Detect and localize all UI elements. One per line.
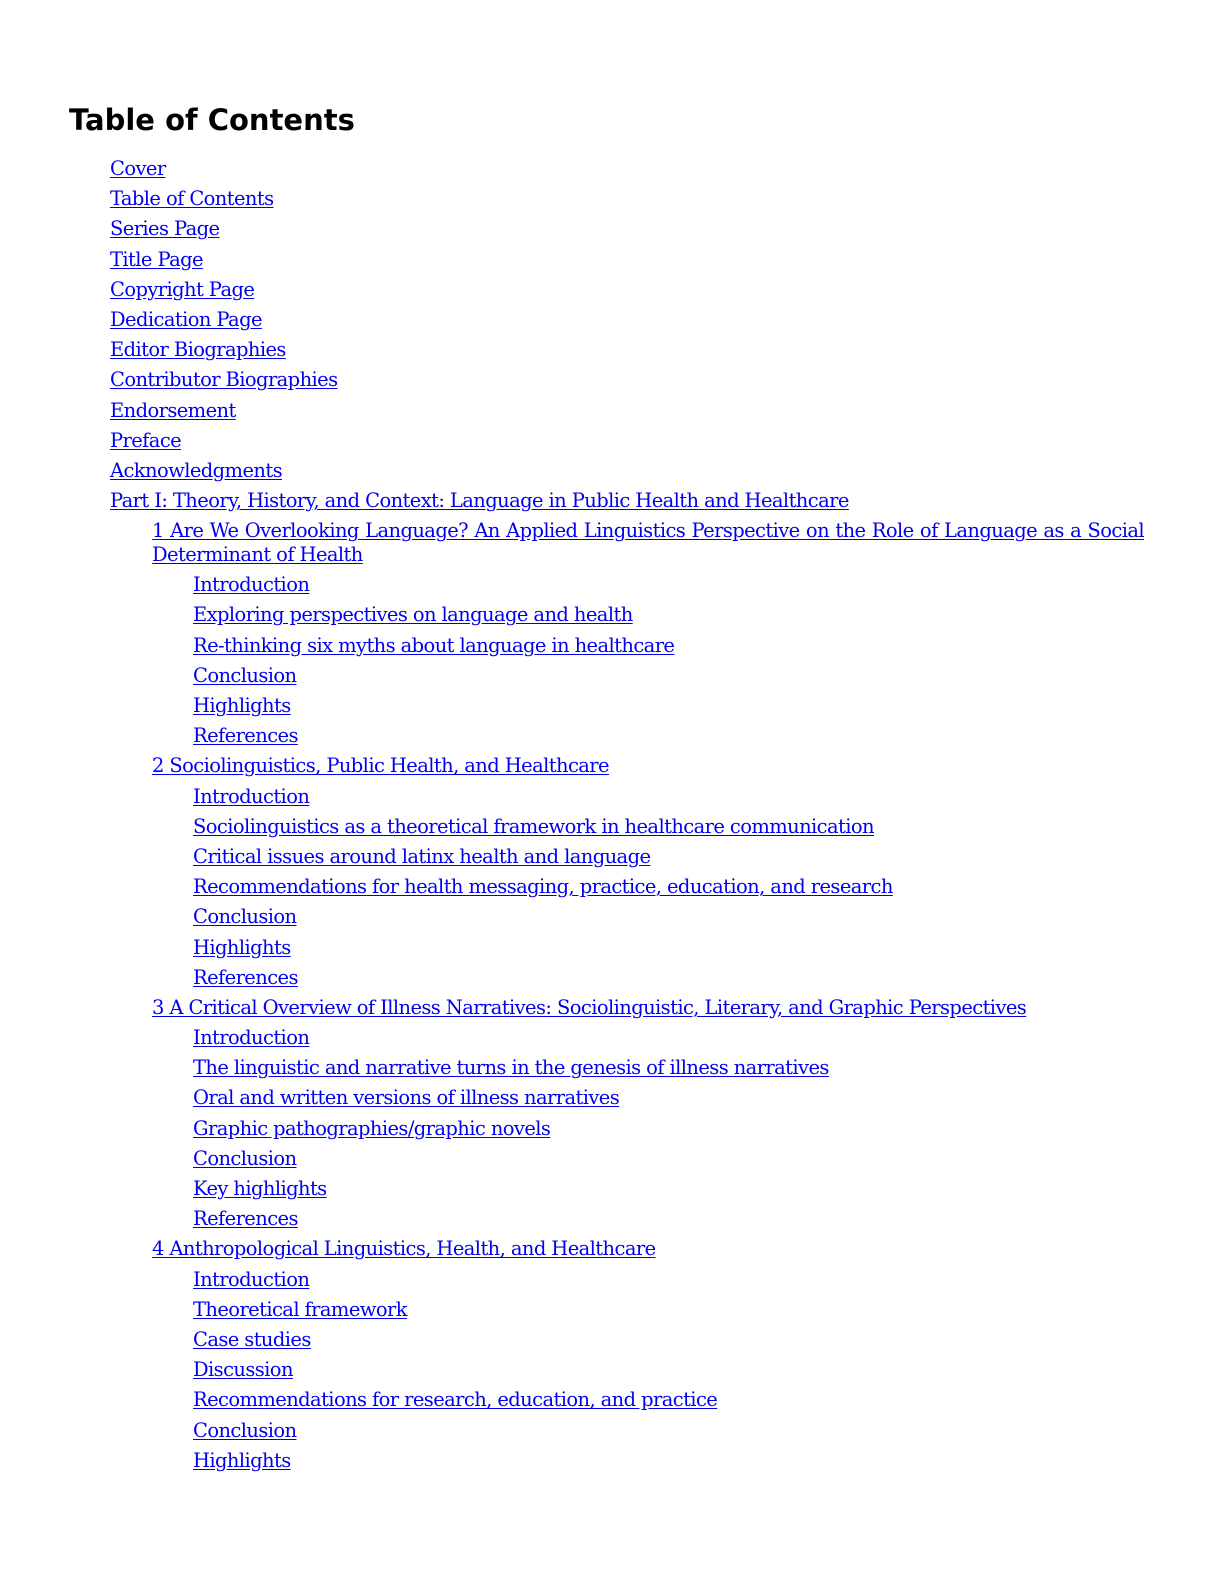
toc-entry <box>0 1147 1224 1177</box>
toc-link[interactable]: References <box>193 1207 298 1231</box>
toc-entry <box>0 489 1224 519</box>
page-title: Table of Contents <box>69 103 355 137</box>
toc-entry <box>0 248 1224 278</box>
toc-link[interactable]: Re-thinking six myths about language in healthcare <box>193 633 675 657</box>
toc-link[interactable]: Key highlights <box>193 1177 327 1200</box>
toc-link[interactable]: Dedication Page <box>110 307 262 331</box>
toc-entry <box>0 459 1224 489</box>
toc-link[interactable]: Conclusion <box>193 1146 297 1170</box>
toc-entry <box>0 1086 1224 1116</box>
toc-link[interactable]: Introduction <box>193 573 310 597</box>
toc-entry <box>0 1026 1224 1056</box>
toc-link[interactable]: Recommendations for research, education, and practice <box>193 1388 718 1412</box>
toc-link[interactable]: Title Page <box>110 247 203 271</box>
toc-link[interactable]: Table of Contents <box>110 187 274 211</box>
toc-entry <box>0 966 1224 996</box>
toc-entry <box>0 1358 1224 1388</box>
toc-entry <box>0 1207 1224 1237</box>
toc-entry <box>0 1056 1224 1086</box>
toc-entry <box>0 1328 1224 1358</box>
toc-link[interactable]: Sociolinguistics as a theoretical framework in healthcare communication <box>193 814 874 838</box>
toc-link[interactable]: 3 A Critical Overview of Illness Narratives: Sociolinguistic, Literary, and Graphic Perspectives <box>152 995 1027 1019</box>
toc-link[interactable]: 1 Are We Overlooking Language? An Applied Linguistics Perspective on the Role of Language as a Social Determinant of Health <box>152 519 1144 566</box>
toc-link[interactable]: 2 Sociolinguistics, Public Health, and Healthcare <box>152 754 609 778</box>
toc-link[interactable]: Endorsement <box>110 398 236 422</box>
toc-link[interactable]: Graphic pathographies/graphic novels <box>193 1116 551 1140</box>
toc-link[interactable]: Theoretical framework <box>193 1297 407 1321</box>
toc-link[interactable]: Highlights <box>193 935 291 959</box>
toc-entry <box>0 368 1224 398</box>
toc-entry <box>0 724 1224 754</box>
toc-entry <box>0 1388 1224 1418</box>
toc-entry <box>0 875 1224 905</box>
toc-link[interactable]: References <box>193 724 298 748</box>
toc-entry <box>0 634 1224 664</box>
toc-link[interactable]: Series Page <box>110 217 220 241</box>
toc-link[interactable]: Recommendations for health messaging, practice, education, and research <box>193 875 893 899</box>
toc-link[interactable]: Preface <box>110 428 182 452</box>
toc-link[interactable]: Acknowledgments <box>110 458 282 482</box>
toc-entry <box>0 1419 1224 1449</box>
toc-link[interactable]: References <box>193 965 298 989</box>
toc-entry <box>0 694 1224 724</box>
toc-entry <box>0 1298 1224 1328</box>
toc-link[interactable]: Contributor Biographies <box>110 368 338 392</box>
toc-link[interactable]: Exploring perspectives on language and health <box>193 603 633 627</box>
toc-link[interactable]: Oral and written versions of illness narratives <box>193 1086 620 1110</box>
toc-entry <box>0 187 1224 217</box>
toc-entry <box>0 664 1224 694</box>
toc-link[interactable]: Part I: Theory, History, and Context: Language in Public Health and Healthcare <box>110 489 849 513</box>
toc-entry <box>0 1449 1224 1479</box>
toc-link[interactable]: The linguistic and narrative turns in the genesis of illness narratives <box>193 1056 829 1080</box>
toc-link[interactable]: Introduction <box>193 1267 310 1291</box>
toc-link[interactable]: Introduction <box>193 1026 310 1050</box>
toc-entry <box>0 785 1224 815</box>
toc-link[interactable]: Cover <box>110 157 166 180</box>
toc-entry <box>0 1268 1224 1298</box>
toc-entry <box>0 996 1224 1026</box>
toc-entry <box>0 1177 1224 1207</box>
toc-entry <box>0 519 1224 573</box>
toc-entry <box>0 338 1224 368</box>
toc-entry <box>0 573 1224 603</box>
toc-list <box>0 157 1224 1479</box>
toc-entry <box>0 845 1224 875</box>
toc-entry <box>0 815 1224 845</box>
toc-link[interactable]: Conclusion <box>193 1418 297 1442</box>
toc-entry <box>0 429 1224 459</box>
toc-link[interactable]: Highlights <box>193 694 291 717</box>
toc-entry <box>0 278 1224 308</box>
toc-link[interactable]: Case studies <box>193 1327 311 1351</box>
toc-entry <box>0 1237 1224 1267</box>
toc-link[interactable]: Critical issues around latinx health and language <box>193 844 651 868</box>
toc-entry <box>0 936 1224 966</box>
toc-link[interactable]: Highlights <box>193 1448 291 1472</box>
toc-entry <box>0 217 1224 247</box>
toc-link[interactable]: Conclusion <box>193 663 297 687</box>
toc-entry <box>0 603 1224 633</box>
toc-entry <box>0 308 1224 338</box>
toc-entry <box>0 1117 1224 1147</box>
toc-entry <box>0 754 1224 784</box>
toc-link[interactable]: Conclusion <box>193 905 297 929</box>
toc-entry <box>0 157 1224 187</box>
toc-link[interactable]: 4 Anthropological Linguistics, Health, and Healthcare <box>152 1237 656 1261</box>
toc-entry <box>0 399 1224 429</box>
toc-link[interactable]: Discussion <box>193 1358 293 1382</box>
toc-link[interactable]: Editor Biographies <box>110 338 286 362</box>
toc-link[interactable]: Copyright Page <box>110 277 255 301</box>
toc-link[interactable]: Introduction <box>193 784 310 808</box>
toc-entry <box>0 905 1224 935</box>
